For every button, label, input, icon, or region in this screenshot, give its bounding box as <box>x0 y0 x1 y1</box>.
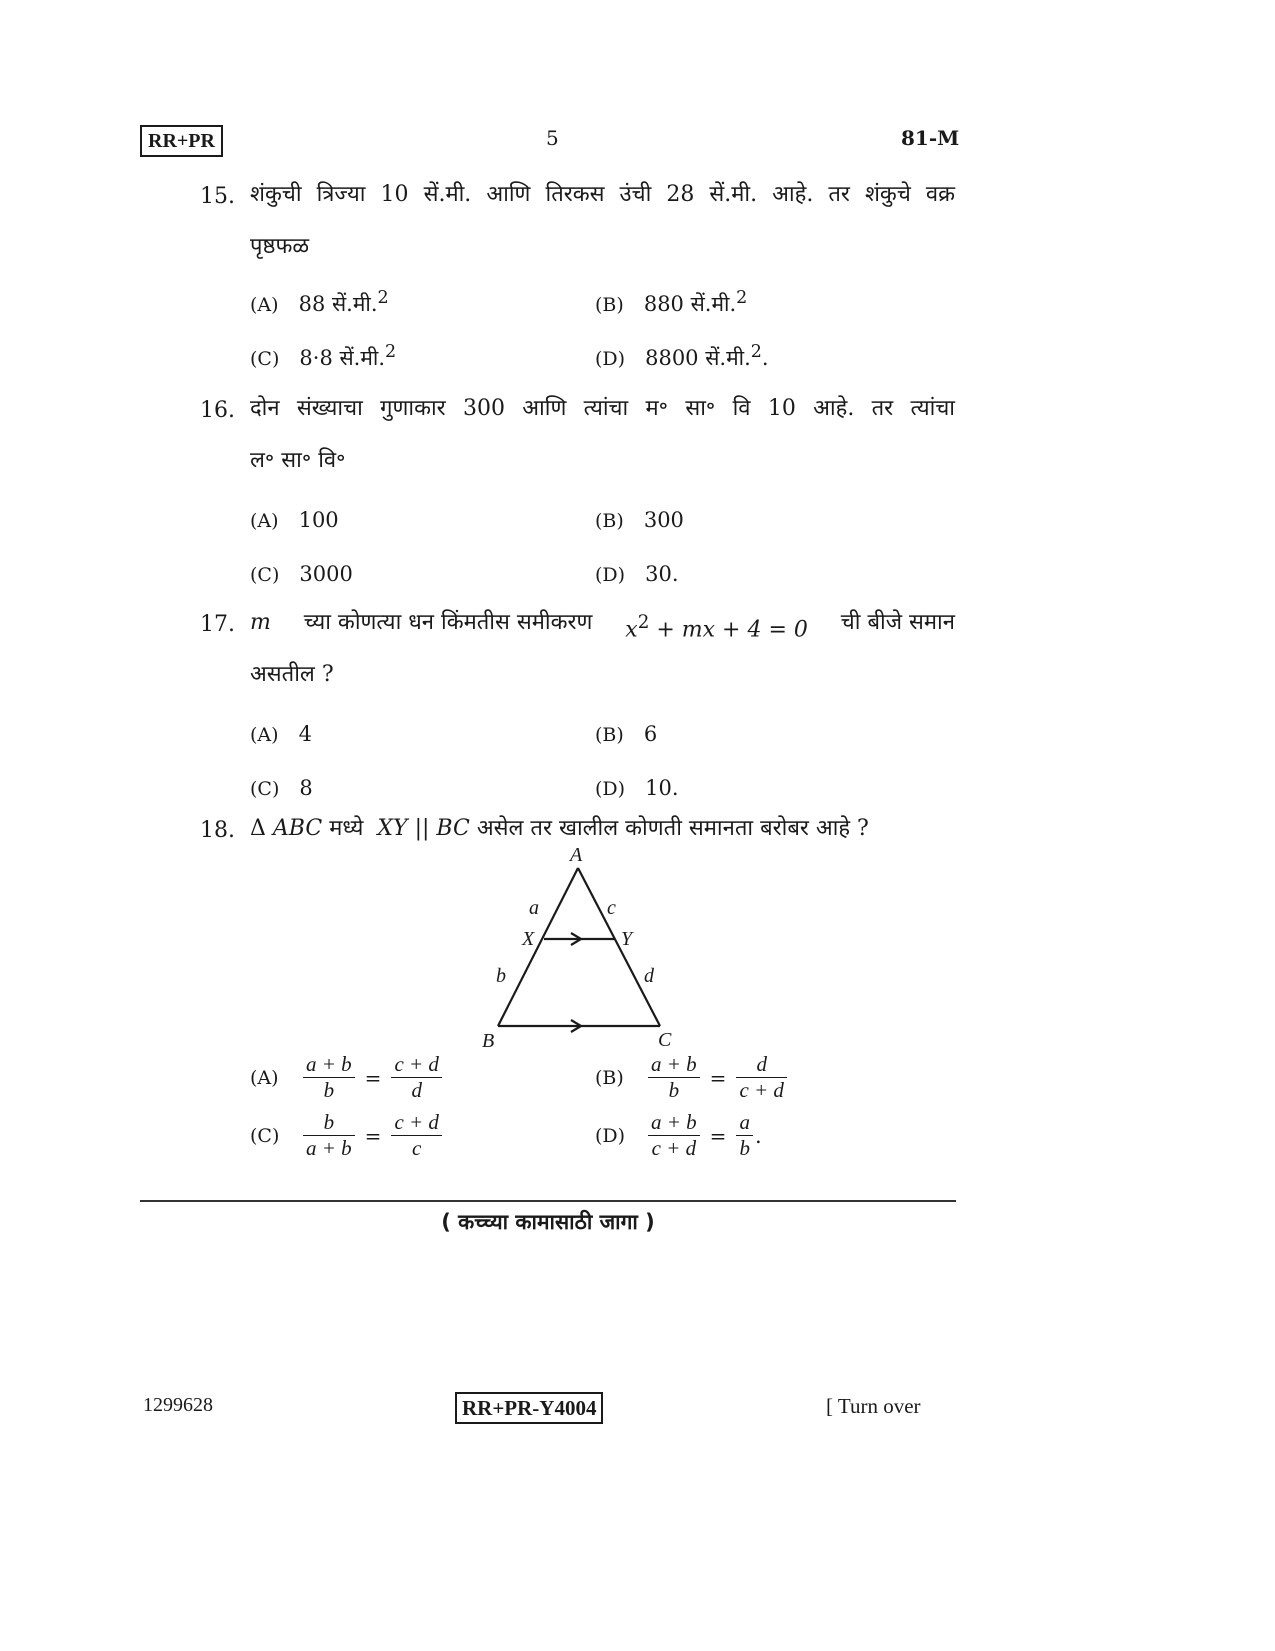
footer-turn-over: [ Turn over <box>826 1394 921 1418</box>
question-text-line2: पृष्ठफळ <box>250 234 310 259</box>
label-b-vertex: B <box>482 1030 495 1052</box>
label-side-b: b <box>496 965 506 987</box>
label-side-c: c <box>607 897 616 919</box>
option-b: (B) 880 सें.मी.$^2$ <box>595 288 748 316</box>
label-side-d: d <box>644 965 654 987</box>
question-number: 18. <box>200 818 235 843</box>
question-text-line1: शंकुची त्रिज्या 10 सें.मी. आणि तिरकस उंची 28 सें.मी. आहे. तर शंकुचे वक्र <box>250 182 955 207</box>
option-a: (A) 100 <box>250 508 339 532</box>
question-text: Δ ABC मध्ये XY || BC असेल तर खालील कोणती समानता बरोबर आहे ? <box>250 816 869 841</box>
option-a: (A) 88 सें.मी.$^2$ <box>250 288 389 316</box>
header-left-code: RR+PR <box>140 125 223 157</box>
rough-work-label: ( कच्च्या कामासाठी जागा ) <box>441 1210 655 1234</box>
option-b: (B) 300 <box>595 508 684 532</box>
side-ab <box>498 868 578 1026</box>
option-b: (B) $\frac{a + b}{b}$ = $\frac{d}{c + d}$ <box>595 1052 787 1103</box>
side-ac <box>578 868 660 1026</box>
question-text-line2: असतील ? <box>250 662 334 687</box>
page-number: 5 <box>546 126 559 150</box>
question-text-line1: दोन संख्याचा गुणाकार 300 आणि त्यांचा म॰ सा॰ वि 10 आहे. तर त्यांचा <box>250 396 955 421</box>
triangle-diagram <box>460 840 720 1060</box>
option-d: (D) $\frac{a + b}{c + d}$ = $\frac{a}{b}$ . <box>595 1110 762 1160</box>
label-x-point: X <box>522 928 535 950</box>
option-d: (D) 10. <box>595 776 679 800</box>
footer-serial: 1299628 <box>143 1394 213 1416</box>
question-number: 17. <box>200 612 235 637</box>
label-side-a: a <box>529 897 539 919</box>
label-y-point: Y <box>621 928 633 950</box>
question-text-line1: m च्या कोणत्या धन किंमतीस समीकरण $x^2$ + mx + 4 = 0 ची बीजे समान <box>250 610 955 643</box>
label-c-vertex: C <box>658 1029 672 1051</box>
option-b: (B) 6 <box>595 722 658 746</box>
rough-work-divider <box>140 1200 956 1202</box>
footer-center-code: RR+PR-Y4004 <box>455 1392 603 1424</box>
question-number: 15. <box>200 184 235 209</box>
label-a-vertex: A <box>570 844 583 866</box>
option-c: (C) 8·8 सें.मी.$^2$ <box>250 342 397 370</box>
option-d: (D) 8800 सें.मी.$^2$. <box>595 342 769 370</box>
option-c: (C) $\frac{b}{a + b}$ = $\frac{c + d}{c}$ <box>250 1110 442 1161</box>
option-c: (C) 3000 <box>250 562 353 586</box>
header-right-code: 81-M <box>901 126 960 150</box>
option-a: (A) 4 <box>250 722 312 746</box>
question-number: 16. <box>200 398 235 423</box>
option-a: (A) $\frac{a + b}{b}$ = $\frac{c + d}{d}$ <box>250 1052 442 1103</box>
option-c: (C) 8 <box>250 776 313 800</box>
option-d: (D) 30. <box>595 562 679 586</box>
question-text-line2: ल॰ सा॰ वि॰ <box>250 448 346 473</box>
